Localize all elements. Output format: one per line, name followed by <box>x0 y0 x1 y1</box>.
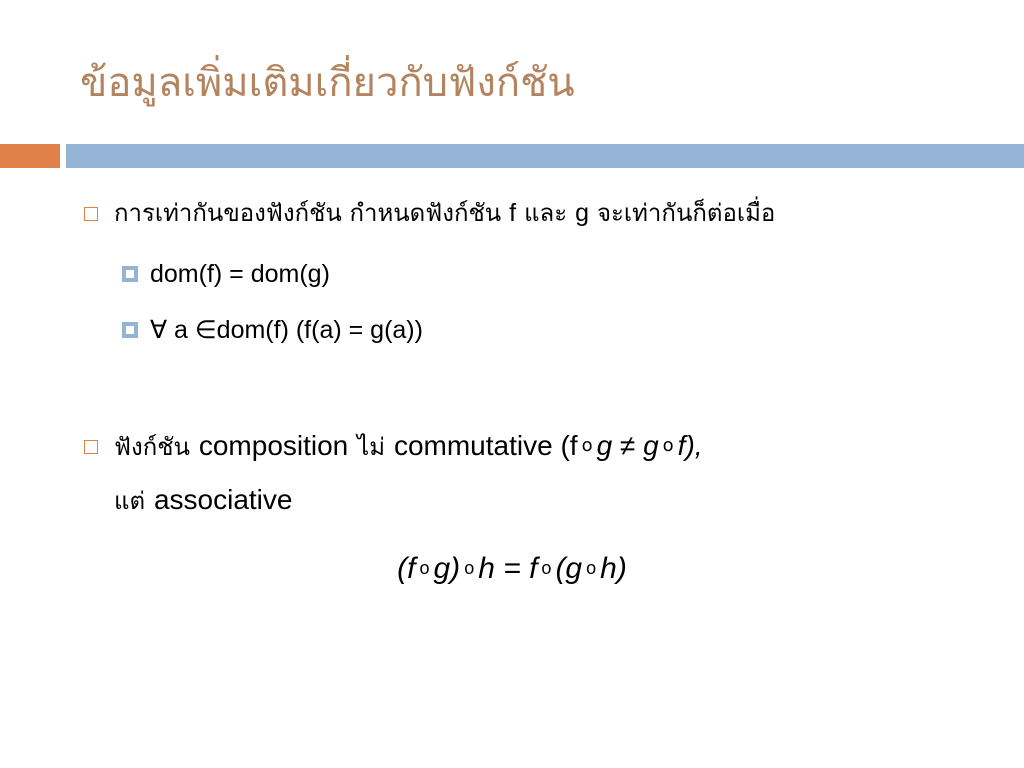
bullet-2-composition: composition <box>198 430 349 461</box>
eq-part: (g <box>555 552 583 585</box>
bullet-2-line-1 <box>114 426 703 467</box>
compose-operator: o <box>581 435 593 456</box>
bullet-2-f-close: f), <box>677 430 703 461</box>
bullet-2-commutative: commutative (f <box>393 430 578 461</box>
eq-part: g) <box>433 552 461 585</box>
bullet-2-thai-function: ฟังก์ชัน <box>114 433 190 461</box>
eq-part: h) <box>600 552 627 585</box>
bullet-2-g-ne-g: g ≠ g <box>596 430 659 461</box>
bullet-1-text-b: จะเท่ากันก็ต่อเมื่อ <box>596 199 776 227</box>
bullet-1-text <box>114 195 775 231</box>
sub-bullet-icon <box>122 266 138 282</box>
bullet-1-f: f <box>509 199 517 227</box>
compose-operator: o <box>419 558 430 578</box>
eq-part: h = f <box>478 552 538 585</box>
sub-bullet-icon <box>122 322 138 338</box>
bullet-square-icon <box>84 207 98 221</box>
bullet-1-g: g <box>575 199 589 227</box>
slide-title: ข้อมูลเพิ่มเติมเกี่ยวกับฟังก์ชัน <box>80 60 575 106</box>
bullet-2-but: แต่ <box>114 487 146 515</box>
bullet-1-and: และ <box>524 199 568 227</box>
bullet-2-not: ไม่ <box>357 433 386 461</box>
title-accent-bar-blue <box>66 144 1024 168</box>
compose-operator: o <box>541 558 552 578</box>
bullet-square-icon <box>84 440 98 454</box>
bullet-1-text-a: การเท่ากันของฟังก์ชัน กำหนดฟังก์ชัน <box>114 199 502 227</box>
compose-operator: o <box>586 558 597 578</box>
title-accent-bar-orange <box>0 144 60 168</box>
sub-bullet-1-text: dom(f) = dom(g) <box>150 260 330 288</box>
compose-operator: o <box>662 435 674 456</box>
associativity-equation <box>0 548 1024 589</box>
bullet-2-line-2 <box>114 480 292 521</box>
bullet-2-associative: associative <box>153 484 293 515</box>
eq-part: (f <box>397 552 416 585</box>
compose-operator: o <box>464 558 475 578</box>
sub-bullet-2-text: ∀ a ∈dom(f) (f(a) = g(a)) <box>150 316 423 344</box>
